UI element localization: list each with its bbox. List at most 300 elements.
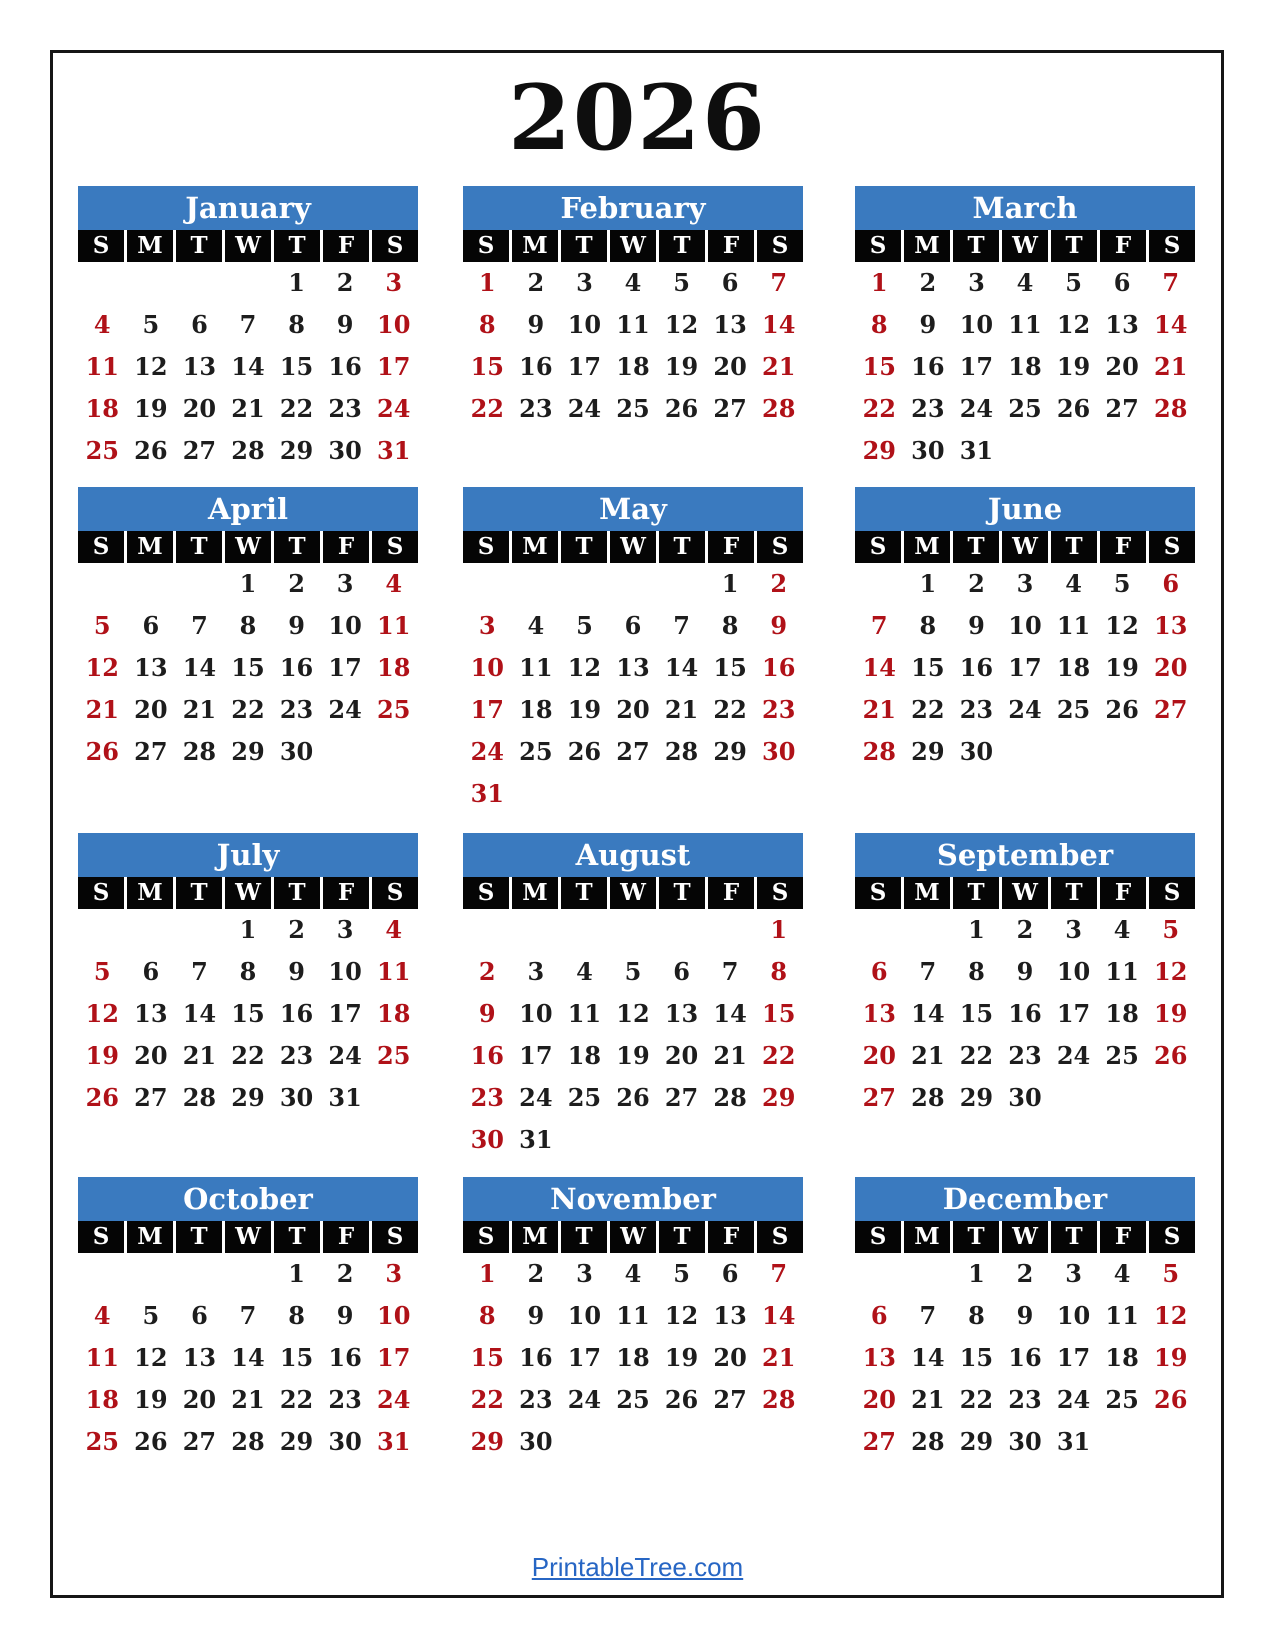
day-cell: 19 [1154,1343,1188,1372]
day-cell: 31 [1056,1427,1091,1456]
day-cell: 21 [1154,352,1188,381]
day-cell: 4 [1113,915,1131,944]
day-cell: 15 [911,653,945,682]
week-row [463,304,803,346]
empty-day-cell [560,773,609,815]
day-cell: 1 [968,915,985,944]
week-row [855,346,1195,388]
day-cell: 11 [377,611,411,640]
day-cell: 29 [762,1083,796,1112]
empty-day-cell [1098,1421,1147,1463]
weekday-cell: M [512,531,558,563]
weekday-cell: F [1100,877,1146,909]
weekday-cell: S [372,1221,418,1253]
week-row [463,1379,803,1421]
day-cell: 27 [862,1083,896,1112]
day-cell: 9 [336,310,354,339]
week-row [78,388,418,430]
day-cell: 25 [1105,1041,1139,1070]
day-cell: 24 [1056,1385,1091,1414]
weekday-cell: S [757,1221,803,1253]
day-cell: 26 [616,1083,650,1112]
day-cell: 20 [1105,352,1139,381]
day-cell: 16 [519,352,553,381]
day-cell: 3 [968,268,985,297]
day-cell: 28 [182,737,217,766]
day-cell: 8 [919,611,937,640]
weekday-cell: S [372,531,418,563]
month-march [855,186,1195,472]
weekday-cell: S [78,230,124,262]
day-cell: 16 [911,352,945,381]
day-cell: 3 [336,569,354,598]
day-cell: 14 [713,999,747,1028]
empty-day-cell [1049,731,1098,773]
day-cell: 10 [470,653,504,682]
day-cell: 22 [470,394,504,423]
day-cell: 5 [673,268,690,297]
day-cell: 3 [478,611,496,640]
weekday-cell: S [1149,230,1195,262]
weekday-header-row [855,1221,1195,1253]
weekday-cell: T [1051,877,1097,909]
empty-day-cell [512,563,561,605]
day-cell: 4 [93,1301,111,1330]
empty-day-cell [224,1253,273,1295]
day-cell: 12 [567,653,602,682]
weekday-cell: F [1100,531,1146,563]
weekday-cell: T [659,531,705,563]
day-cell: 1 [239,569,257,598]
day-cell: 31 [470,779,504,808]
day-cell: 28 [231,436,265,465]
empty-day-cell [321,731,370,773]
day-cell: 4 [624,1259,642,1288]
week-row [855,1421,1195,1463]
day-cell: 24 [1056,1041,1091,1070]
day-cell: 13 [1105,310,1139,339]
empty-day-cell [127,1253,176,1295]
weekday-cell: S [372,877,418,909]
empty-day-cell [609,563,658,605]
weekday-cell: S [855,877,901,909]
footer-link[interactable]: PrintableTree.com [531,1552,744,1582]
weekday-cell: M [512,230,558,262]
weekday-cell: T [1051,1221,1097,1253]
empty-day-cell [224,262,273,304]
day-cell: 14 [1154,310,1188,339]
weekday-cell: S [463,877,509,909]
day-cell: 15 [470,352,504,381]
day-cell: 6 [721,268,739,297]
day-cell: 25 [616,1385,650,1414]
month-may [463,487,803,815]
day-cell: 15 [231,999,265,1028]
day-cell: 19 [85,1041,119,1070]
day-cell: 14 [911,1343,945,1372]
day-cell: 29 [470,1427,504,1456]
day-cell: 8 [968,957,985,986]
empty-day-cell [904,909,953,951]
day-cell: 12 [134,352,168,381]
day-cell: 20 [664,1041,699,1070]
day-cell: 26 [134,436,168,465]
week-row [78,1295,418,1337]
weekday-cell: F [1100,230,1146,262]
day-cell: 28 [231,1427,265,1456]
weekday-cell: W [225,531,271,563]
weekday-header-row [463,230,803,262]
day-cell: 13 [182,352,217,381]
weekday-cell: T [953,531,999,563]
empty-day-cell [175,563,224,605]
day-cell: 23 [279,1041,314,1070]
day-cell: 21 [664,695,699,724]
day-cell: 18 [1056,653,1091,682]
day-cell: 17 [377,1343,411,1372]
week-row [855,1035,1195,1077]
day-cell: 14 [862,653,896,682]
week-row [78,993,418,1035]
weekday-cell: T [274,531,320,563]
day-cell: 1 [770,915,788,944]
day-cell: 13 [134,999,168,1028]
day-cell: 14 [182,999,217,1028]
weekday-cell: S [757,877,803,909]
day-cell: 22 [279,394,314,423]
day-cell: 10 [567,310,602,339]
day-cell: 15 [279,1343,314,1372]
month-title: August [463,833,803,877]
day-cell: 7 [770,1259,788,1288]
weekday-cell: W [610,1221,656,1253]
day-cell: 22 [713,695,747,724]
day-cell: 22 [762,1041,796,1070]
day-cell: 27 [1105,394,1139,423]
day-cell: 1 [919,569,937,598]
day-cell: 16 [1008,999,1042,1028]
day-cell: 20 [713,352,747,381]
day-cell: 1 [478,1259,496,1288]
year-title: 2026 [508,65,767,171]
day-cell: 12 [1154,1301,1188,1330]
weekday-cell: T [1051,230,1097,262]
day-cell: 29 [713,737,747,766]
day-cell: 4 [624,268,642,297]
day-cell: 13 [134,653,168,682]
weekday-cell: T [659,1221,705,1253]
day-cell: 28 [1154,394,1188,423]
day-cell: 6 [1162,569,1180,598]
weekday-cell: M [904,230,950,262]
day-cell: 26 [664,1385,699,1414]
day-cell: 30 [1008,1427,1042,1456]
day-cell: 22 [231,695,265,724]
day-cell: 13 [664,999,699,1028]
weekday-cell: M [127,1221,173,1253]
day-cell: 1 [239,915,257,944]
day-cell: 29 [231,737,265,766]
weekday-cell: T [176,877,222,909]
day-cell: 9 [527,1301,545,1330]
weekday-cell: W [1002,531,1048,563]
empty-day-cell [1001,430,1050,472]
day-cell: 9 [288,611,305,640]
week-row [78,346,418,388]
weekday-cell: S [855,230,901,262]
day-cell: 18 [1105,1343,1139,1372]
month-january [78,186,418,472]
day-cell: 4 [385,915,403,944]
day-cell: 15 [862,352,896,381]
week-row [855,1295,1195,1337]
day-cell: 28 [762,1385,796,1414]
day-cell: 2 [336,1259,354,1288]
day-cell: 9 [968,611,985,640]
day-cell: 22 [470,1385,504,1414]
day-cell: 3 [527,957,545,986]
empty-day-cell [706,1119,755,1161]
day-cell: 26 [664,394,699,423]
day-cell: 23 [762,695,796,724]
weekday-cell: M [512,1221,558,1253]
day-cell: 19 [616,1041,650,1070]
week-row [463,1077,803,1119]
day-cell: 25 [1008,394,1042,423]
week-row [463,1337,803,1379]
weekday-header-row [78,230,418,262]
day-cell: 5 [93,957,111,986]
day-cell: 10 [1008,611,1042,640]
day-cell: 14 [762,310,796,339]
empty-day-cell [1049,1077,1098,1119]
day-cell: 9 [478,999,496,1028]
day-cell: 24 [377,1385,411,1414]
day-cell: 3 [1016,569,1034,598]
week-row [463,773,803,815]
day-cell: 6 [624,611,642,640]
day-cell: 17 [328,653,362,682]
empty-day-cell [78,909,127,951]
empty-day-cell [706,1421,755,1463]
weekday-cell: F [323,230,369,262]
day-cell: 18 [1105,999,1139,1028]
weekday-cell: T [953,230,999,262]
day-cell: 17 [377,352,411,381]
day-cell: 25 [1056,695,1091,724]
day-cell: 29 [231,1083,265,1112]
weekday-header-row [78,1221,418,1253]
day-cell: 5 [142,1301,160,1330]
weekday-cell: T [561,531,607,563]
weekday-header-row [78,877,418,909]
month-april [78,487,418,773]
day-cell: 14 [182,653,217,682]
week-row [855,993,1195,1035]
day-cell: 11 [85,352,119,381]
day-cell: 5 [576,611,593,640]
empty-day-cell [1146,1077,1195,1119]
day-cell: 3 [336,915,354,944]
day-cell: 13 [182,1343,217,1372]
day-cell: 29 [279,436,314,465]
week-row [463,1421,803,1463]
week-row [78,563,418,605]
day-cell: 12 [1105,611,1139,640]
week-row [78,1379,418,1421]
day-cell: 11 [567,999,602,1028]
week-row [463,909,803,951]
day-cell: 20 [1154,653,1188,682]
week-row [855,1379,1195,1421]
week-row [855,1337,1195,1379]
weekday-cell: T [274,230,320,262]
weekday-cell: W [1002,1221,1048,1253]
day-cell: 10 [328,611,362,640]
day-cell: 5 [1113,569,1131,598]
day-cell: 18 [377,653,411,682]
day-cell: 6 [142,957,160,986]
day-cell: 14 [762,1301,796,1330]
day-cell: 22 [279,1385,314,1414]
day-cell: 12 [85,653,119,682]
weekday-cell: T [561,230,607,262]
empty-day-cell [78,262,127,304]
weekday-cell: W [225,1221,271,1253]
month-december [855,1177,1195,1463]
day-cell: 6 [721,1259,739,1288]
month-title: October [78,1177,418,1221]
empty-day-cell [512,909,561,951]
day-cell: 30 [911,436,945,465]
day-cell: 11 [85,1343,119,1372]
day-cell: 21 [862,695,896,724]
day-cell: 1 [478,268,496,297]
day-cell: 2 [478,957,496,986]
day-cell: 19 [1154,999,1188,1028]
day-cell: 2 [968,569,985,598]
day-cell: 21 [231,394,265,423]
day-cell: 31 [959,436,994,465]
week-row [463,1119,803,1161]
month-title: April [78,487,418,531]
day-cell: 17 [959,352,994,381]
day-cell: 22 [911,695,945,724]
day-cell: 22 [862,394,896,423]
day-cell: 31 [377,1427,411,1456]
weekday-cell: S [855,531,901,563]
day-cell: 21 [85,695,119,724]
day-cell: 18 [519,695,553,724]
month-title: July [78,833,418,877]
day-cell: 25 [377,1041,411,1070]
day-cell: 30 [762,737,796,766]
day-cell: 8 [288,1301,305,1330]
week-row [855,605,1195,647]
day-cell: 23 [911,394,945,423]
day-cell: 3 [576,1259,593,1288]
empty-day-cell [609,1421,658,1463]
day-cell: 26 [1154,1385,1188,1414]
day-cell: 3 [1065,1259,1082,1288]
day-cell: 19 [1105,653,1139,682]
day-cell: 26 [1154,1041,1188,1070]
day-cell: 5 [1065,268,1082,297]
day-cell: 31 [377,436,411,465]
day-cell: 4 [1113,1259,1131,1288]
day-cell: 23 [328,394,362,423]
day-cell: 9 [288,957,305,986]
day-cell: 9 [919,310,937,339]
week-row [78,689,418,731]
day-cell: 15 [231,653,265,682]
week-row [78,605,418,647]
month-july [78,833,418,1119]
day-cell: 8 [968,1301,985,1330]
weekday-cell: M [512,877,558,909]
day-cell: 20 [616,695,650,724]
weekday-cell: S [757,230,803,262]
weekday-header-row [855,230,1195,262]
day-cell: 7 [191,957,208,986]
day-cell: 28 [762,394,796,423]
empty-day-cell [855,1253,904,1295]
day-cell: 28 [911,1083,945,1112]
day-cell: 27 [1154,695,1188,724]
day-cell: 20 [862,1385,896,1414]
empty-day-cell [609,909,658,951]
day-cell: 23 [1008,1385,1042,1414]
day-cell: 27 [664,1083,699,1112]
empty-day-cell [855,909,904,951]
day-cell: 30 [279,737,314,766]
day-cell: 4 [1016,268,1034,297]
day-cell: 21 [182,695,217,724]
day-cell: 11 [616,310,650,339]
week-row [78,304,418,346]
day-cell: 3 [576,268,593,297]
weekday-cell: F [708,230,754,262]
day-cell: 25 [519,737,553,766]
day-cell: 26 [85,1083,119,1112]
empty-day-cell [754,773,803,815]
empty-day-cell [560,563,609,605]
day-cell: 18 [85,394,119,423]
day-cell: 5 [142,310,160,339]
weekday-cell: T [274,877,320,909]
week-row [78,430,418,472]
day-cell: 11 [616,1301,650,1330]
weekday-header-row [855,531,1195,563]
day-cell: 6 [870,957,888,986]
day-cell: 8 [239,957,257,986]
weekday-cell: W [610,531,656,563]
day-cell: 24 [567,1385,602,1414]
day-cell: 10 [377,310,411,339]
day-cell: 7 [239,1301,257,1330]
day-cell: 22 [231,1041,265,1070]
empty-day-cell [560,1421,609,1463]
day-cell: 29 [279,1427,314,1456]
day-cell: 11 [519,653,553,682]
day-cell: 14 [231,352,265,381]
day-cell: 20 [134,695,168,724]
weekday-cell: S [372,230,418,262]
day-cell: 28 [713,1083,747,1112]
empty-day-cell [175,262,224,304]
empty-day-cell [1001,731,1050,773]
empty-day-cell [127,563,176,605]
